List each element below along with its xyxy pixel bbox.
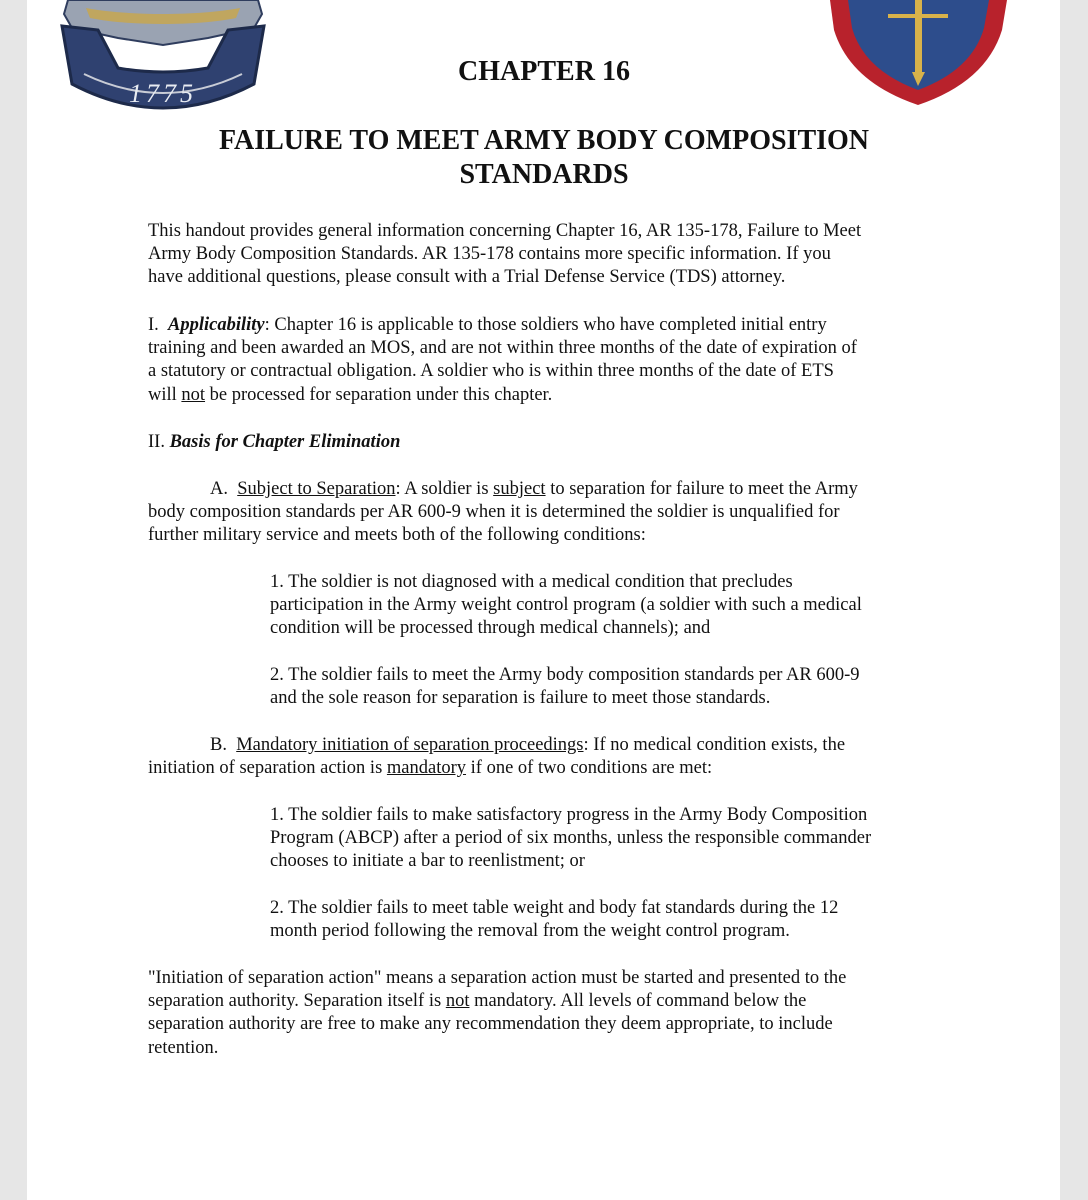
section-b-heading: Mandatory initiation of separation proceedings bbox=[236, 735, 584, 755]
applicability-line: training and been awarded an MOS, and are not within three months of the date of expiration of bbox=[148, 338, 857, 359]
list-item-line: participation in the Army weight control program (a soldier with such a medical bbox=[270, 595, 862, 616]
section-number: I. bbox=[148, 315, 159, 335]
list-item-line: month period following the removal from the weight control program. bbox=[270, 921, 790, 942]
intro-line: have additional questions, please consult with a Trial Defense Service (TDS) attorney. bbox=[148, 267, 786, 288]
section-b-item-1 bbox=[270, 804, 871, 874]
section-a-item-2 bbox=[270, 664, 860, 710]
section-b-line: : If no medical condition exists, the bbox=[583, 735, 846, 755]
list-item-line: condition will be processed through medical channels); and bbox=[270, 618, 711, 639]
svg-text:1775: 1775 bbox=[129, 79, 197, 108]
section-a-line: further military service and meets both of the following conditions: bbox=[148, 525, 646, 546]
section-a-line: to separation for failure to meet the Army bbox=[545, 479, 858, 499]
section-b-line: initiation of separation action is bbox=[148, 758, 387, 779]
intro-line: This handout provides general information concerning Chapter 16, AR 135-178, Failure to Meet bbox=[148, 221, 862, 241]
section-a-paragraph bbox=[148, 478, 858, 548]
subsection-letter: A. bbox=[210, 479, 228, 499]
applicability-line: will bbox=[148, 384, 182, 405]
section-b-item-2 bbox=[270, 897, 838, 943]
list-item-line: 2. The soldier fails to meet the Army body composition standards per AR 600-9 bbox=[270, 665, 860, 685]
list-item-line: Program (ABCP) after a period of six months, unless the responsible commander bbox=[270, 828, 872, 849]
underlined-subject: subject bbox=[493, 479, 546, 499]
underlined-mandatory: mandatory bbox=[386, 758, 467, 779]
closing-paragraph bbox=[148, 967, 846, 1060]
intro-paragraph bbox=[148, 220, 861, 290]
applicability-section bbox=[148, 314, 857, 407]
chapter-heading: CHAPTER 16 bbox=[458, 56, 630, 87]
applicability-line: : Chapter 16 is applicable to those soldiers who have completed initial entry bbox=[264, 315, 827, 335]
applicability-heading: Applicability bbox=[168, 315, 265, 335]
underlined-not: not bbox=[445, 991, 470, 1012]
section-number: II. bbox=[148, 432, 165, 452]
subsection-letter: B. bbox=[210, 735, 227, 755]
section-a-item-1 bbox=[270, 571, 862, 641]
shield-sword-emblem bbox=[826, 0, 1011, 105]
section-b-line: if one of two conditions are met: bbox=[466, 758, 713, 779]
applicability-line: be processed for separation under this chapter. bbox=[205, 384, 553, 405]
closing-line: "Initiation of separation action" means a separation action must be started and presented to the bbox=[148, 968, 847, 988]
closing-line: retention. bbox=[148, 1037, 219, 1058]
applicability-line: a statutory or contractual obligation. A soldier who is within three months of the date of ETS bbox=[148, 361, 834, 382]
document-title bbox=[0, 124, 1088, 192]
list-item-line: 1. The soldier fails to make satisfactory progress in the Army Body Composition bbox=[270, 805, 868, 825]
list-item-line: 1. The soldier is not diagnosed with a medical condition that precludes bbox=[270, 572, 793, 592]
title-line-2: STANDARDS bbox=[459, 159, 629, 190]
basis-title: Basis for Chapter Elimination bbox=[169, 432, 401, 452]
underlined-not: not bbox=[181, 384, 206, 405]
list-item-line: chooses to initiate a bar to reenlistment; or bbox=[270, 851, 585, 872]
section-a-line: body composition standards per AR 600-9 when it is determined the soldier is unqualified for bbox=[148, 502, 840, 523]
title-line-1: FAILURE TO MEET ARMY BODY COMPOSITION bbox=[218, 125, 870, 156]
list-item-line: and the sole reason for separation is failure to meet those standards. bbox=[270, 688, 771, 709]
basis-heading bbox=[148, 431, 400, 454]
closing-line: separation authority are free to make any recommendation they deem appropriate, to include bbox=[148, 1014, 833, 1035]
section-b-paragraph bbox=[148, 734, 845, 780]
list-item-line: 2. The soldier fails to meet table weight and body fat standards during the 12 bbox=[270, 898, 839, 918]
section-a-line: : A soldier is bbox=[395, 479, 494, 499]
intro-line: Army Body Composition Standards. AR 135-178 contains more specific information. If you bbox=[148, 244, 831, 265]
closing-line: mandatory. All levels of command below the bbox=[469, 991, 807, 1012]
section-a-heading: Subject to Separation bbox=[237, 479, 396, 499]
closing-line: separation authority. Separation itself is bbox=[148, 991, 446, 1012]
